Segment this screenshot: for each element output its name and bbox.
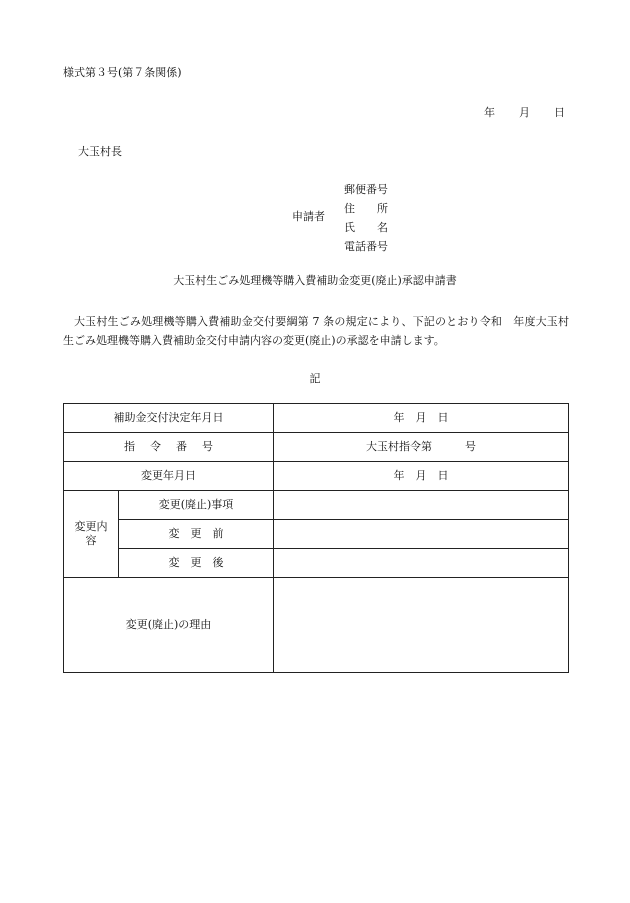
ki-heading: 記 — [309, 372, 321, 385]
before-label: 変更前 — [119, 520, 274, 549]
change-date-label: 変更年月日 — [64, 462, 274, 491]
table-row — [64, 462, 569, 491]
body-text: 大玉村生ごみ処理機等購入費補助金交付要綱第 7 条の規定により、下記のとおり令和 年度大玉村生ごみ処理機等購入費補助金交付申請内容の変更(廃止)の承認を申請します。 — [63, 315, 569, 347]
document-title: 大玉村生ごみ処理機等購入費補助金変更(廃止)承認申請書 — [173, 274, 457, 287]
reason-value — [274, 578, 569, 673]
table-row — [64, 549, 569, 578]
table-row — [64, 491, 569, 520]
table-row — [64, 578, 569, 673]
after-value — [274, 549, 569, 578]
date-month: 月 — [519, 106, 530, 119]
date-year: 年 — [484, 106, 495, 119]
applicant-label: 申請者 — [292, 210, 325, 223]
postal-code-label: 郵便番号 — [344, 183, 388, 196]
addressee: 大玉村長 — [78, 145, 122, 158]
change-item-value — [274, 491, 569, 520]
change-date-value: 年 月 日 — [274, 462, 569, 491]
name-label: 氏 名 — [344, 221, 388, 234]
change-item-label: 変更(廃止)事項 — [119, 491, 274, 520]
form-number: 様式第３号(第７条関係) — [63, 66, 182, 79]
table-row — [64, 404, 569, 433]
phone-label: 電話番号 — [344, 240, 388, 253]
applicant-fields — [344, 180, 388, 256]
grant-date-value: 年 月 日 — [274, 404, 569, 433]
date-day: 日 — [554, 106, 565, 119]
before-value — [274, 520, 569, 549]
change-content-label: 変更内容 — [64, 491, 119, 578]
grant-date-label: 補助金交付決定年月日 — [64, 404, 274, 433]
table-row — [64, 433, 569, 462]
after-label: 変更後 — [119, 549, 274, 578]
address-label: 住 所 — [344, 202, 388, 215]
instruction-number-label: 指令番号 — [64, 433, 274, 462]
reason-label: 変更(廃止)の理由 — [64, 578, 274, 673]
instruction-number-value: 大玉村指令第 号 — [274, 433, 569, 462]
table-row — [64, 520, 569, 549]
date-line — [484, 104, 565, 120]
application-table — [63, 403, 569, 673]
